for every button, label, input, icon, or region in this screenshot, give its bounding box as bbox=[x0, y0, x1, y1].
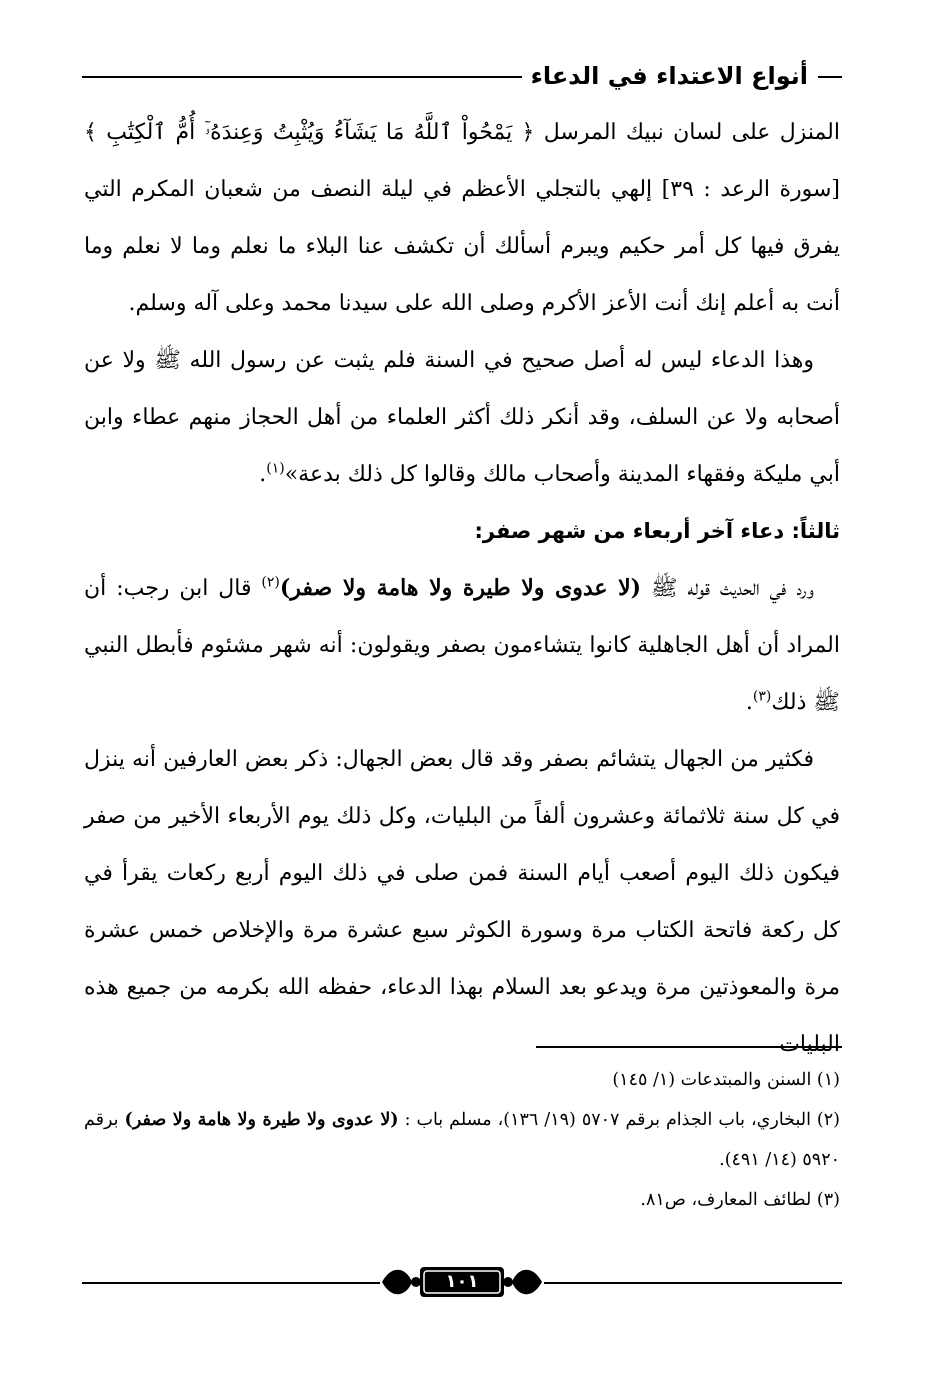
paragraph-2 bbox=[84, 332, 840, 503]
header-title: أنواع الاعتداء في الدعاء bbox=[530, 62, 808, 90]
header-rule-left bbox=[82, 76, 522, 78]
main-text bbox=[84, 104, 840, 1073]
footnote-separator bbox=[536, 1046, 842, 1048]
footnote-2-end: برقم ٥٩٢٠ (١٤/ ٤٩١). bbox=[84, 1110, 840, 1170]
running-header bbox=[82, 58, 842, 94]
footer-rule-right bbox=[544, 1282, 842, 1284]
page-footer bbox=[82, 1262, 842, 1302]
page-number: ١٠١ bbox=[445, 1271, 479, 1292]
paragraph-3-mid: قال ابن رجب: أن المراد أن أهل الجاهلية كانوا يتشاءمون بصفر ويقولون: أنه شهر مشئوم فأبطل النبي ﷺ ذلك bbox=[84, 576, 840, 715]
section-heading: ثالثاً: دعاء آخر أربعاء من شهر صفر: bbox=[474, 519, 840, 543]
paragraph-3-start: ورد في الحديث قوله ﷺ bbox=[641, 576, 815, 601]
paragraph-1: المنزل على لسان نبيك المرسل ﴿ يَمْحُواْ ٱللَّهُ مَا يَشَآءُ وَيُثْبِتُ وَعِندَهُۥٓ أُمُّ ٱلْكِتَٰبِ ﴾ [سورة الرعد : ٣٩] إلهي بالتجلي الأعظم في ليلة النصف من شعبان المكرم التي يفرق فيها كل أمر حكيم ويبرم أسألك أن تكشف عنا البلاء ما نعلم وما لا نعلم وما أنت به أعلم إنك أنت الأعز الأكرم وصلى الله على سيدنا محمد وعلى آله وسلم. bbox=[84, 120, 840, 316]
footnote-2-hadith: (لا عدوى ولا طيرة ولا هامة ولا صفر) bbox=[124, 1110, 399, 1130]
header-rule-right bbox=[818, 76, 842, 78]
footnote-2-start: (٢) البخاري، باب الجذام برقم ٥٧٠٧ (١٩/ ١٣٦)، مسلم باب : bbox=[398, 1110, 840, 1130]
paragraph-4: فكثير من الجهال يتشائم بصفر وقد قال بعض الجهال: ذكر بعض العارفين أنه ينزل في كل سنة ثلاثمائة وعشرون ألفاً من البليات، وكل ذلك يوم الأربعاء الأخير من صفر فيكون ذلك اليوم أصعب أيام السنة فمن صلى في ذلك اليوم أربع ركعات يقرأ في كل ركعة فاتحة الكتاب مرة وسورة الكوثر سبع عشرة مرة والإخلاص خمس عشرة مرة والمعوذتين مرة ويدعو بعد السلام بهذا الدعاء، حفظه الله بكرمه من جميع هذه البليات bbox=[84, 747, 840, 1057]
paragraph-2-text: وهذا الدعاء ليس له أصل صحيح في السنة فلم يثبت عن رسول الله ﷺ ولا عن أصحابه ولا عن السلف، وقد أنكر ذلك أكثر العلماء من أهل الحجاز منهم عطاء وابن أبي مليكة وفقهاء المدينة وأصحاب مالك وقالوا كل ذلك بدعة» bbox=[84, 348, 840, 487]
footer-rule-left bbox=[82, 1282, 380, 1284]
footnote-ref-2: (٢) bbox=[261, 574, 280, 591]
paragraph-3 bbox=[84, 560, 840, 731]
hadith-text: (لا عدوى ولا طيرة ولا هامة ولا صفر) bbox=[279, 575, 642, 601]
footnote-2 bbox=[84, 1100, 840, 1180]
footnote-ref-3: (٣) bbox=[752, 688, 772, 705]
paragraph-2-end: . bbox=[259, 462, 267, 487]
footnote-1: (١) السنن والمبتدعات (١/ ١٤٥) bbox=[612, 1070, 840, 1090]
footnote-ref-1: (١) bbox=[266, 460, 285, 477]
footnotes bbox=[84, 1060, 840, 1220]
footnote-3: (٣) لطائف المعارف، ص٨١. bbox=[640, 1190, 840, 1210]
paragraph-3-end: . bbox=[745, 690, 753, 715]
